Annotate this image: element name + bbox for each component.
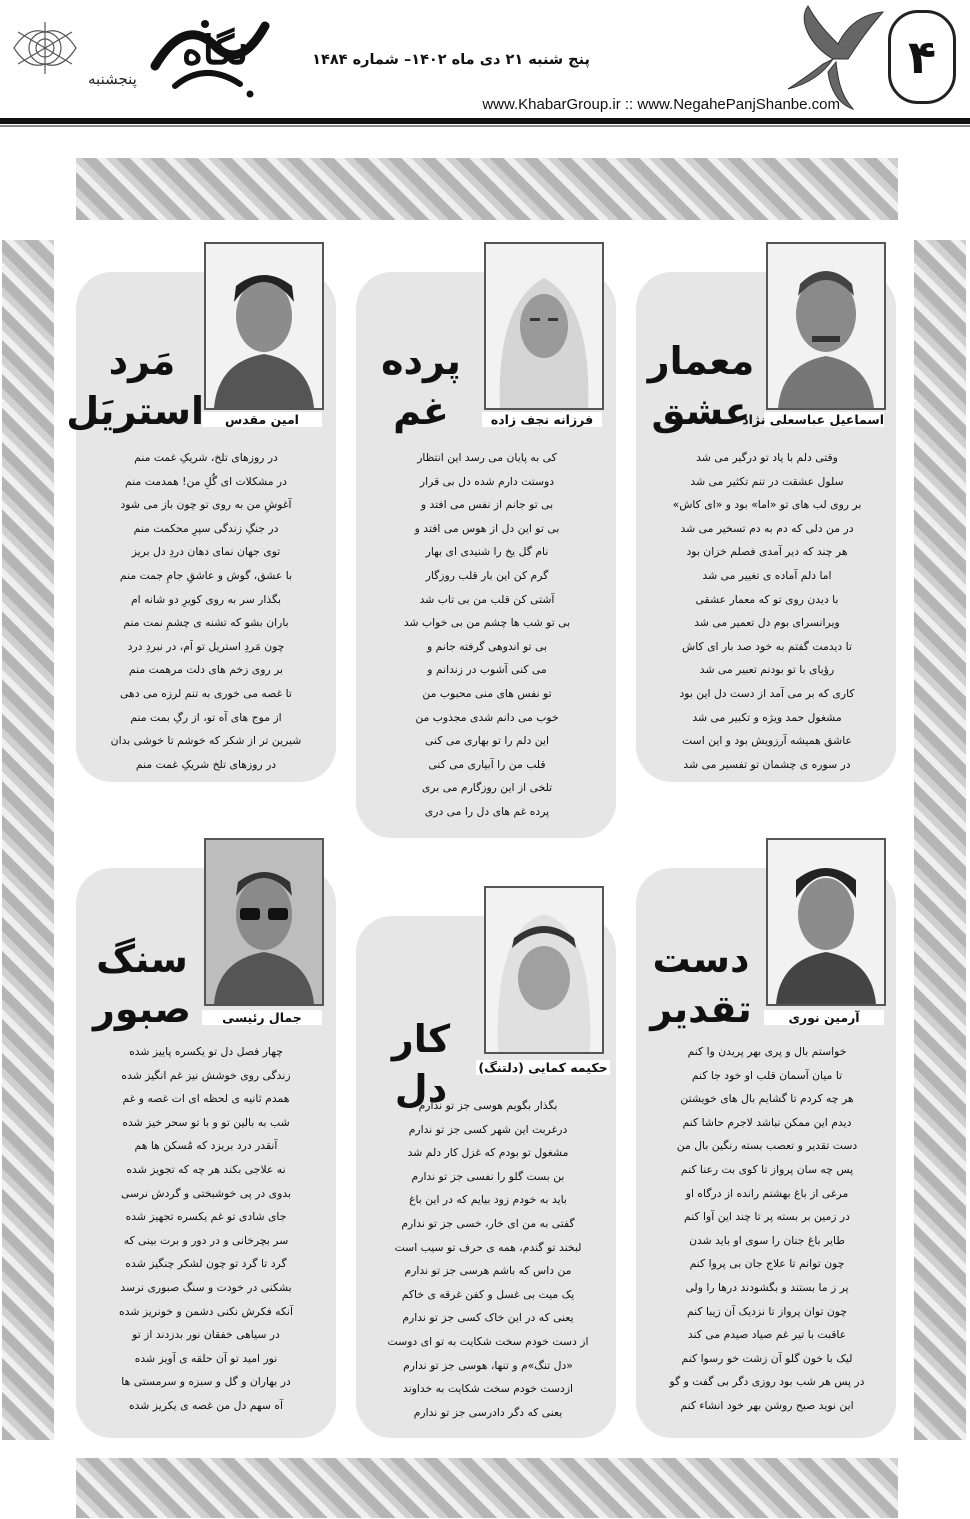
poem-line: در بهاران و گل و سبزه و سرمستی ها [121,1375,291,1389]
poem-line: تا دیدمت گفتم به خود صد بار ای کاش [682,639,852,653]
issue-date-number: پنج شنبه ۲۱ دی ماه ۱۴۰۲– شماره ۱۴۸۴ [312,52,590,68]
poem-line: در روزهای تلخ، شریکِ غمت منم [134,451,278,464]
poem-line: بشکنی در خودت و سنگ صبوری نرسد [120,1280,292,1294]
poem-line: گرد تا گرد تو چون لشکر چنگیز شده [125,1257,287,1271]
poem-line: بگذار سر به روی کویرِ دو شانه ام [130,592,282,606]
page-number-badge: ۴ [888,10,956,104]
poem-line: باید به خودم زود بیایم که در این باغ [409,1193,567,1207]
poem-line: تا غصه می خوری به تنم لرزه می دهی [120,686,292,700]
poem-line: گرم کن این بار قلب روزگار [425,568,549,582]
poet-name: جمال رئیسی [202,1010,322,1025]
poem-line: لیک با خون گلو آن زشت خو رسوا کنم [681,1351,853,1365]
poet-name: امین مقدس [202,412,322,427]
poem-line: هر چه کردم تا گشایم بال های خویشتن [680,1092,854,1106]
poet-name: آرمین نوری [764,1010,884,1025]
poem-line: بر روی زخم های دلت مرهمت منم [128,663,284,677]
poem-line: چهار فصل دل تو یکسره پاییز شده [129,1045,283,1058]
logo-subtitle: پنجشنبه [88,70,137,88]
poem-line: باران بشو که تشنه ی چشمِ نمت منم [123,616,289,630]
braid-border-left [2,240,54,1440]
poem-line: با دیدن روی تو که معمار عشقی [695,592,839,606]
poem-text [650,1040,884,1418]
poem-line: درغربت این شهر کسی جز تو ندارم [408,1122,568,1136]
poem-text [372,1094,604,1424]
poem-line: بی تو جانم از نفس می افتد و [420,498,554,512]
poem-title [640,336,762,436]
poet-photo-farzaneh [484,242,604,410]
poem-title-line: صبور [93,987,191,1031]
poem-line: «دل تنگ»م و تنها، هوسی جز تو ندارم [403,1358,573,1372]
poet-name: اسماعیل عباسعلی نژاد [742,412,884,427]
poem-line: چون توان پرواز تا نزدیک آن زیبا کنم [686,1304,848,1318]
poem-text [376,446,598,824]
poem-line: پرده غم های دل را می دری [424,804,550,818]
poem-line: پر ز ما بستند و بگشودند درها را ولی [685,1280,849,1294]
poem-line: عاشق همیشه آرزویش بود و این است [682,734,852,748]
poem-line: توی جهان نمای دهان دردِ دل بریز [131,545,281,559]
poem-title-line: پرده [381,339,461,383]
floral-ornament-icon [10,18,80,78]
poem-line: ویرانسرای بوم دل تعمیر می شد [694,616,840,630]
poem-line: از دست خودم سخت شکایت به تو ای دوست [387,1334,589,1348]
poem-line: از موج های آه تو، از رگِ بمت منم [130,710,282,724]
poem-line: با عشق، گوش و عاشقِ جامِ جمت منم [119,568,293,582]
poem-line: دوستت دارم شده دل بی قرار [419,474,555,488]
poem-text [656,446,878,776]
poem-title-line: معمار [647,339,755,383]
poem-line: ازدست خودم سخت شکایت به خداوند [402,1382,574,1396]
poem-line: در مشکلات ای گُلِ من! همدمت منم [125,474,287,488]
poem-line: دیدم این ممکن نباشد لاجرم حاشا کنم [682,1115,852,1129]
poem-title [362,336,480,436]
poem-title-line: کار [391,1017,451,1061]
poem-line: در روزهای تلخ شریکِ غمت منم [135,757,277,771]
poem-line: طایر باغ جنان را سوی او باید شدن [689,1233,845,1247]
poet-photo-armin [766,838,886,1006]
poem-line: جای شادی تو غم یکسره تجهیز شده [125,1210,287,1224]
poem-line: بگذار بگویم هوسی جز تو ندارم [418,1099,558,1112]
poem-line: کی به پایان می رسد این انتظار [417,451,557,464]
poem-line: تلخی از این روزگارم می بری [421,781,553,795]
poem-line: خوب می دانم شدی مجذوب من [415,710,559,724]
poet-photo-amin [204,242,324,410]
poem-line: تو نفس های منی محبوب من [422,686,552,700]
poem-line: آه سهم دل من غصه ی یکریز شده [128,1398,284,1412]
poem-line: همدم ثانیه ی لحظه ای ات غصه و غم [122,1092,290,1106]
poem-line: یک میت بی غسل و کفن غرقه ی خاکم [401,1287,575,1301]
poem-line: نه علاجی بکند هر چه که تجویز شده [126,1162,286,1176]
poem-line: کاری که بر می آمد از دست دل این بود [679,686,855,700]
poem-line: من داس که باشم هرسی جز تو ندارم [404,1264,572,1278]
poem-line: آغوشِ من به روی تو چون باز می شود [120,498,292,512]
poem-line: نام گل یخ را شنیدی ای بهار [425,545,549,559]
poem-line: رؤیای با تو بودنم تعبیر می شد [699,663,835,677]
poem-title-line: مَرد [108,339,176,383]
poem-line: در زمین بر بسته پر تا چند این آوا کنم [684,1210,850,1224]
poem-title-line: سنگ [96,937,188,981]
poem-line: شب به بالین تو و با تو سحر خیز شده [122,1115,290,1129]
poet-photo-esmaeil [766,242,886,410]
poem-line: بی تو این دل از هوس می افتد و [414,521,560,535]
poem-line: گفتی به من ای خار، خسی جز تو ندارم [401,1216,575,1230]
poem-line: نور امید تو آن حلقه ی آویز شده [134,1351,278,1365]
poem-text [90,446,322,776]
poet-name: فرزانه نجف زاده [482,412,602,427]
poem-line: دست تقدیر و تعصب بسته رنگین بال من [676,1139,858,1153]
poem-line: چون مَردِ استریل تو اَم، در نبردِ درد [127,639,285,653]
poem-title [640,934,762,1034]
poem-line: هر چند که دیر آمدی فصلم خزان بود [686,545,848,559]
poem-line: این نوید صبح روشن بهر خود انشاء کنم [680,1398,854,1412]
poem-line: یعنی که دگر دادرسی جز تو ندارم [413,1405,563,1419]
poem-line: آشتی کن قلب من بی تاب شد [419,592,555,606]
poem-text [90,1040,322,1418]
logo-text: نگاه [181,27,249,74]
poem-line: تا میان آسمان قلب او خود جا کنم [691,1068,843,1082]
braid-border-bottom [76,1458,898,1518]
poem-line: بر روی لب های تو «اما» بود و «ای کاش» [672,498,862,512]
poem-line: بن بست گلو را نفسی جز تو ندارم [411,1169,565,1183]
poem-line: این دلم را تو بهاری می کنی [424,734,549,748]
poem-line: بدوی در پی خوشبختی و گردش نرسی [120,1186,292,1200]
poem-line: در پس هر شب بود روزی دگر بی گفت و گو [669,1375,865,1389]
poem-line: چون توانم تا علاج جان بی پروا کنم [689,1257,845,1271]
poem-line: آنقدر درد بریزد که مُسکن ها هم [134,1139,278,1153]
poem-title-line: دست [652,937,750,981]
poem-title-line: غم [393,389,449,433]
poem-line: پس چه سان پرواز تا کوی بت رعنا کنم [680,1162,854,1176]
poem-line: لبخند تو گندم، همه ی حرف تو سیب است [394,1240,582,1254]
poet-photo-jamal [204,838,324,1006]
poem-title-line: عشق [651,389,751,433]
newspaper-logo [145,6,285,102]
poem-title [66,336,204,436]
poem-line: در سوره ی چشمان تو تفسیر می شد [683,757,851,771]
poem-line: اما دلم آماده ی تغییر می شد [702,568,832,582]
poem-line: سلول عشقت در تنم تکثیر می شد [690,474,844,488]
poem-line: خواستم بال و پری بهر پریدن وا کنم [687,1045,847,1058]
poem-line: می کنی آشوب در زندانم و [427,663,547,677]
poem-line: عاقبت با تیر غم صیاد صیدم می کند [687,1328,847,1342]
poem-title-line: تقدیر [650,987,752,1031]
poem-line: در سیاهی خفقان نور بدزدند از تو [132,1328,280,1342]
poem-line: سر بچرخانی و در دور و برت بینی که [123,1233,289,1247]
poem-title-line: استریَل [66,389,204,433]
poem-line: در من دلی که دم به دم تسخیر می شد [680,521,854,535]
braid-border-top [76,158,898,220]
poem-title [80,934,204,1034]
poet-name: حکیمه کمایی (دلتنگ) [476,1060,610,1075]
poem-title-line: دل [394,1067,448,1111]
poem-line: قلب من را آبیاری می کنی [428,757,546,771]
page-header [0,0,970,132]
website-urls: www.KhabarGroup.ir :: www.NegahePanjShanbe.com [482,96,840,113]
poem-line: مشغول تو بودم که غزل کار دلم شد [407,1146,569,1160]
poem-line: یعنی که در این خاک کسی جز تو ندارم [402,1311,574,1325]
poem-line: وقتی دلم با یاد تو درگیر می شد [696,451,838,464]
poem-line: مرغی از باغ بهشتم رانده از درگاه او [685,1186,849,1200]
poem-line: بی تو اندوهی گرفته جانم و [427,639,547,653]
poet-photo-hakimeh [484,886,604,1054]
poem-line: زندگی روی خوشش نیز غم انگیز شده [121,1068,291,1082]
braid-border-right [914,240,966,1440]
poem-line: مشغول حمد ویژه و تکبیر می شد [692,710,842,724]
header-rule [0,118,970,124]
poem-line: در جنگِ زندگی سپرِ محکمت منم [133,521,279,535]
poem-line: شیرین تر از شکر که خوشم تا خوشی بدان [110,734,302,748]
poem-line: آنکه فکرش نکنی دشمن و خونریز شده [119,1304,293,1318]
poem-line: بی تو شب ها چشم من بی خواب شد [403,616,571,630]
header-rule-thin [0,125,970,127]
phoenix-bird-icon [778,4,888,114]
